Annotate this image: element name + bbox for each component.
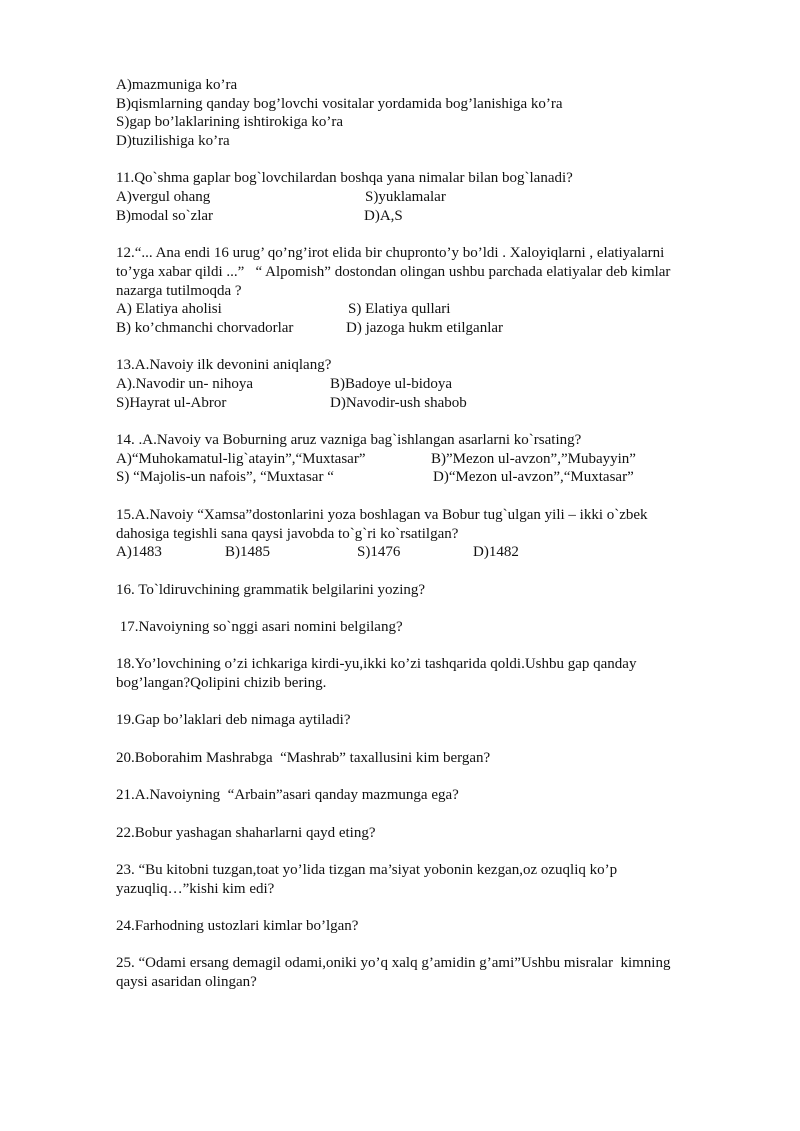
document-page	[116, 76, 716, 992]
q11-options-row-2	[116, 207, 716, 226]
q11-option-d: D)A,S	[364, 207, 403, 224]
question-15-line-2: dahosiga tegishli sana qaysi javobda to`g`ri ko`rsatilgan?	[116, 525, 459, 542]
question-20: 20.Boborahim Mashrabga “Mashrab” taxallusini kim bergan?	[116, 749, 491, 766]
q13-option-s: S)Hayrat ul-Abror	[116, 394, 227, 411]
question-23-line-2: yazuqliq…”kishi kim edi?	[116, 880, 275, 897]
question-16: 16. To`ldiruvchining grammatik belgilarini yozing?	[116, 581, 426, 598]
q15-option-a: A)1483	[116, 544, 162, 561]
q12-options-row-1	[116, 300, 716, 319]
option-s: S)gap bo’laklarining ishtirokiga ko’ra	[116, 114, 344, 131]
q14-option-s: S) “Majolis-un nafois”, “Muxtasar “	[116, 469, 334, 486]
question-13: 13.A.Navoiy ilk devonini aniqlang?	[116, 357, 332, 374]
question-24: 24.Farhodning ustozlari kimlar bo’lgan?	[116, 917, 359, 934]
q12-option-a: A) Elatiya aholisi	[116, 301, 222, 318]
q14-options-row-1	[116, 450, 716, 469]
q13-option-b: B)Badoye ul-bidoya	[330, 376, 453, 392]
q13-option-d: D)Navodir-ush shabob	[330, 394, 467, 411]
question-12-line-1: 12.“... Ana endi 16 urug’ qo’ng’irot elida bir chupronto’y bo’ldi . Xaloyiqlarni , elatiyalarni	[116, 245, 665, 262]
q15-options-row	[116, 543, 716, 562]
question-14: 14. .A.Navoiy va Boburning aruz vazniga bag`ishlangan asarlarni ko`rsating?	[116, 432, 582, 449]
question-21: 21.A.Navoiyning “Arbain”asari qanday mazmunga ega?	[116, 787, 459, 804]
question-15-line-1: 15.A.Navoiy “Xamsa”dostonlarini yoza boshlagan va Bobur tug`ulgan yili – ikki o`zbek	[116, 506, 648, 523]
question-11: 11.Qo`shma gaplar bog`lovchilardan boshqa yana nimalar bilan bog`lanadi?	[116, 170, 573, 187]
q13-option-a: A).Navodir un- nihoya	[116, 376, 254, 392]
q12-option-b: B) ko’chmanchi chorvadorlar	[116, 319, 294, 336]
option-d: D)tuzilishiga ko’ra	[116, 133, 230, 150]
q14-option-b: B)”Mezon ul-avzon”,”Mubayyin”	[431, 450, 636, 467]
question-25-line-1: 25. “Odami ersang demagil odami,oniki yo’q xalq g’amidin g’ami”Ushbu misralar kimning	[116, 955, 671, 972]
option-b: B)qismlarning qanday bog’lovchi vositalar yordamida bog’lanishiga ko’ra	[116, 95, 563, 112]
question-17: 17.Navoiyning so`nggi asari nomini belgilang?	[116, 618, 403, 635]
question-19: 19.Gap bo’laklari deb nimaga aytiladi?	[116, 712, 351, 729]
q12-option-d: D) jazoga hukm etilganlar	[346, 319, 504, 336]
question-23-line-1: 23. “Bu kitobni tuzgan,toat yo’lida tizgan ma’siyat yobonin kezgan,oz ozuqliq ko’p	[116, 861, 618, 878]
question-12-line-3: nazarga tutilmoqda ?	[116, 282, 242, 299]
q12-option-s: S) Elatiya qullari	[348, 301, 451, 318]
question-12-line-2: to’yga xabar qildi ...” “ Alpomish” dostondan olingan ushbu parchada elatiyalar deb kimlar	[116, 263, 671, 280]
question-18-line-1: 18.Yo’lovchining o’zi ichkariga kirdi-yu,ikki ko’zi tashqarida qoldi.Ushbu gap qanday	[116, 656, 637, 673]
option-a: A)mazmuniga ko’ra	[116, 77, 238, 93]
q14-options-row-2	[116, 468, 716, 487]
question-22: 22.Bobur yashagan shaharlarni qayd eting?	[116, 824, 376, 841]
q15-option-b: B)1485	[225, 544, 270, 561]
q11-option-b: B)modal so`zlar	[116, 207, 214, 224]
q13-options-row-1	[116, 375, 716, 394]
q11-option-s: S)yuklamalar	[365, 189, 446, 206]
q13-options-row-2	[116, 394, 716, 413]
q14-option-a: A)“Muhokamatul-lig`atayin”,“Muxtasar”	[116, 450, 366, 467]
question-18-line-2: bog’langan?Qolipini chizib bering.	[116, 675, 327, 691]
q11-options-row-1	[116, 188, 716, 207]
q15-option-s: S)1476	[357, 544, 401, 561]
q11-option-a: A)vergul ohang	[116, 189, 211, 206]
q15-option-d: D)1482	[473, 544, 519, 561]
q12-options-row-2	[116, 319, 716, 338]
q14-option-d: D)“Mezon ul-avzon”,“Muxtasar”	[433, 469, 634, 486]
question-25-line-2: qaysi asaridan olingan?	[116, 974, 257, 990]
